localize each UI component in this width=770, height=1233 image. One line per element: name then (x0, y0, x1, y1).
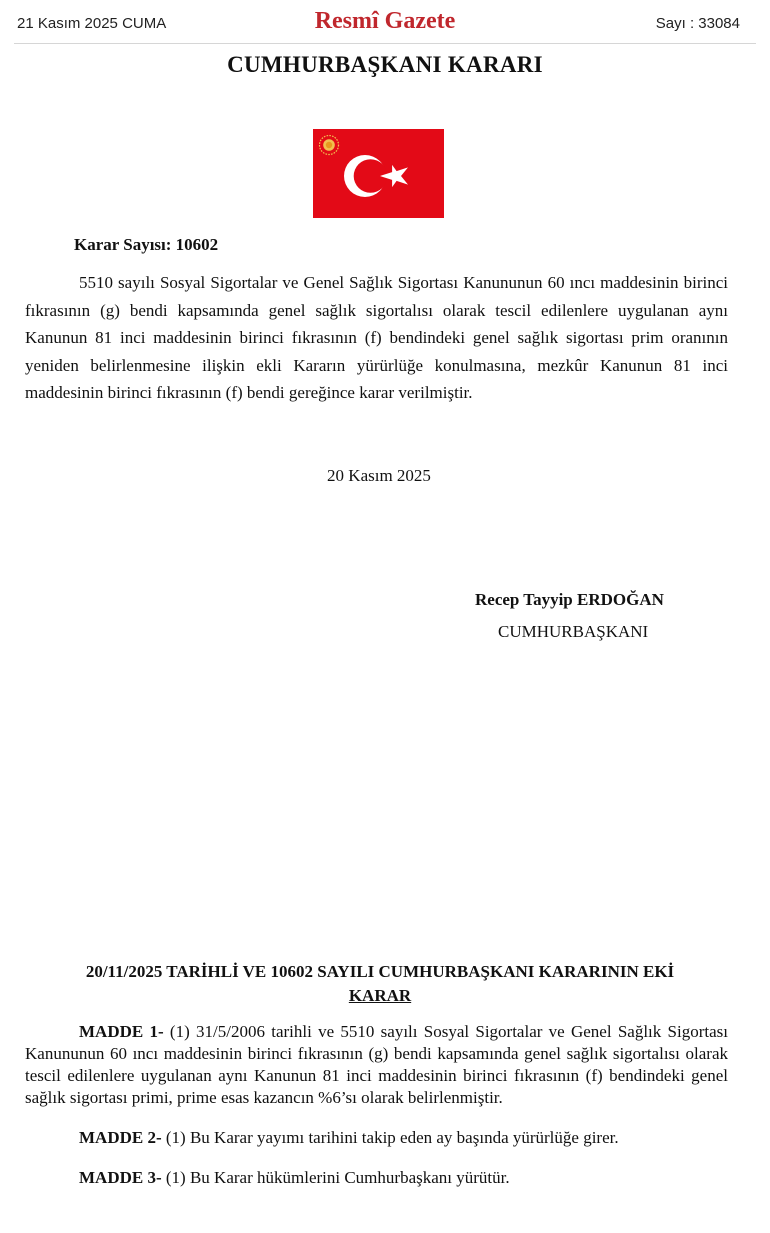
header-divider (14, 43, 756, 44)
signer-name: Recep Tayyip ERDOĞAN (475, 590, 664, 609)
article-label: MADDE 3- (79, 1168, 162, 1187)
article-3 (25, 1167, 728, 1189)
decision-body: 5510 sayılı Sosyal Sigortalar ve Genel Sağlık Sigortası Kanununun 60 ıncı maddesinin birinci fıkrasının (g) bendi kapsamında genel sağlık sigortalısı olarak tescil edilenlere uygulanan aynı Kanunun 81 inci maddesinin birinci fıkrasının (f) bendindeki genel sağlık sigortası prim oranının yeniden belirlenmesine ilişkin ekli Kararın yürürlüğe konulmasına, mezkûr Kanunun 81 inci maddesinin birinci fıkrasının (f) bendi gereğince karar verilmiştir. (25, 273, 728, 402)
turkish-flag-icon (313, 129, 444, 218)
article-text: (1) Bu Karar yayımı tarihini takip eden ay başında yürürlüğe girer. (161, 1128, 619, 1147)
article-label: MADDE 2- (79, 1128, 162, 1147)
article-text: (1) Bu Karar hükümlerini Cumhurbaşkanı yürütür. (161, 1168, 510, 1187)
annex-subtitle: KARAR (348, 986, 412, 1005)
annex-title-line: 20/11/2025 TARİHLİ VE 10602 SAYILI CUMHURBAŞKANI KARARININ EKİ (85, 962, 675, 981)
gazette-date: 21 Kasım 2025 CUMA (17, 15, 167, 32)
article-text: (1) 31/5/2006 tarihli ve 5510 sayılı Sosyal Sigortalar ve Genel Sağlık Sigortası Kanununun 60 ıncı maddesinin birinci fıkrasının (g) bendi kapsamında genel sağlık sigortalısı olarak tescil edilenlere uygulanan aynı Kanunun 81 inci maddesinin birinci fıkrasının (f) bendindeki genel sağlık sigortası primi, prime esas kazancın %6’sı olarak belirlenmiştir. (25, 1022, 728, 1107)
gazette-name: Resmî Gazete (314, 8, 456, 34)
article-label: MADDE 1- (79, 1022, 164, 1041)
signature-date: 20 Kasım 2025 (327, 466, 431, 485)
document-title: CUMHURBAŞKANI KARARI (227, 52, 543, 77)
decision-number: Karar Sayısı: 10602 (74, 235, 219, 254)
signer-title: CUMHURBAŞKANI (498, 622, 649, 641)
article-2 (25, 1127, 728, 1149)
gazette-issue-number: Sayı : 33084 (655, 15, 740, 32)
article-1 (25, 1021, 728, 1109)
annex-title (30, 960, 730, 1008)
